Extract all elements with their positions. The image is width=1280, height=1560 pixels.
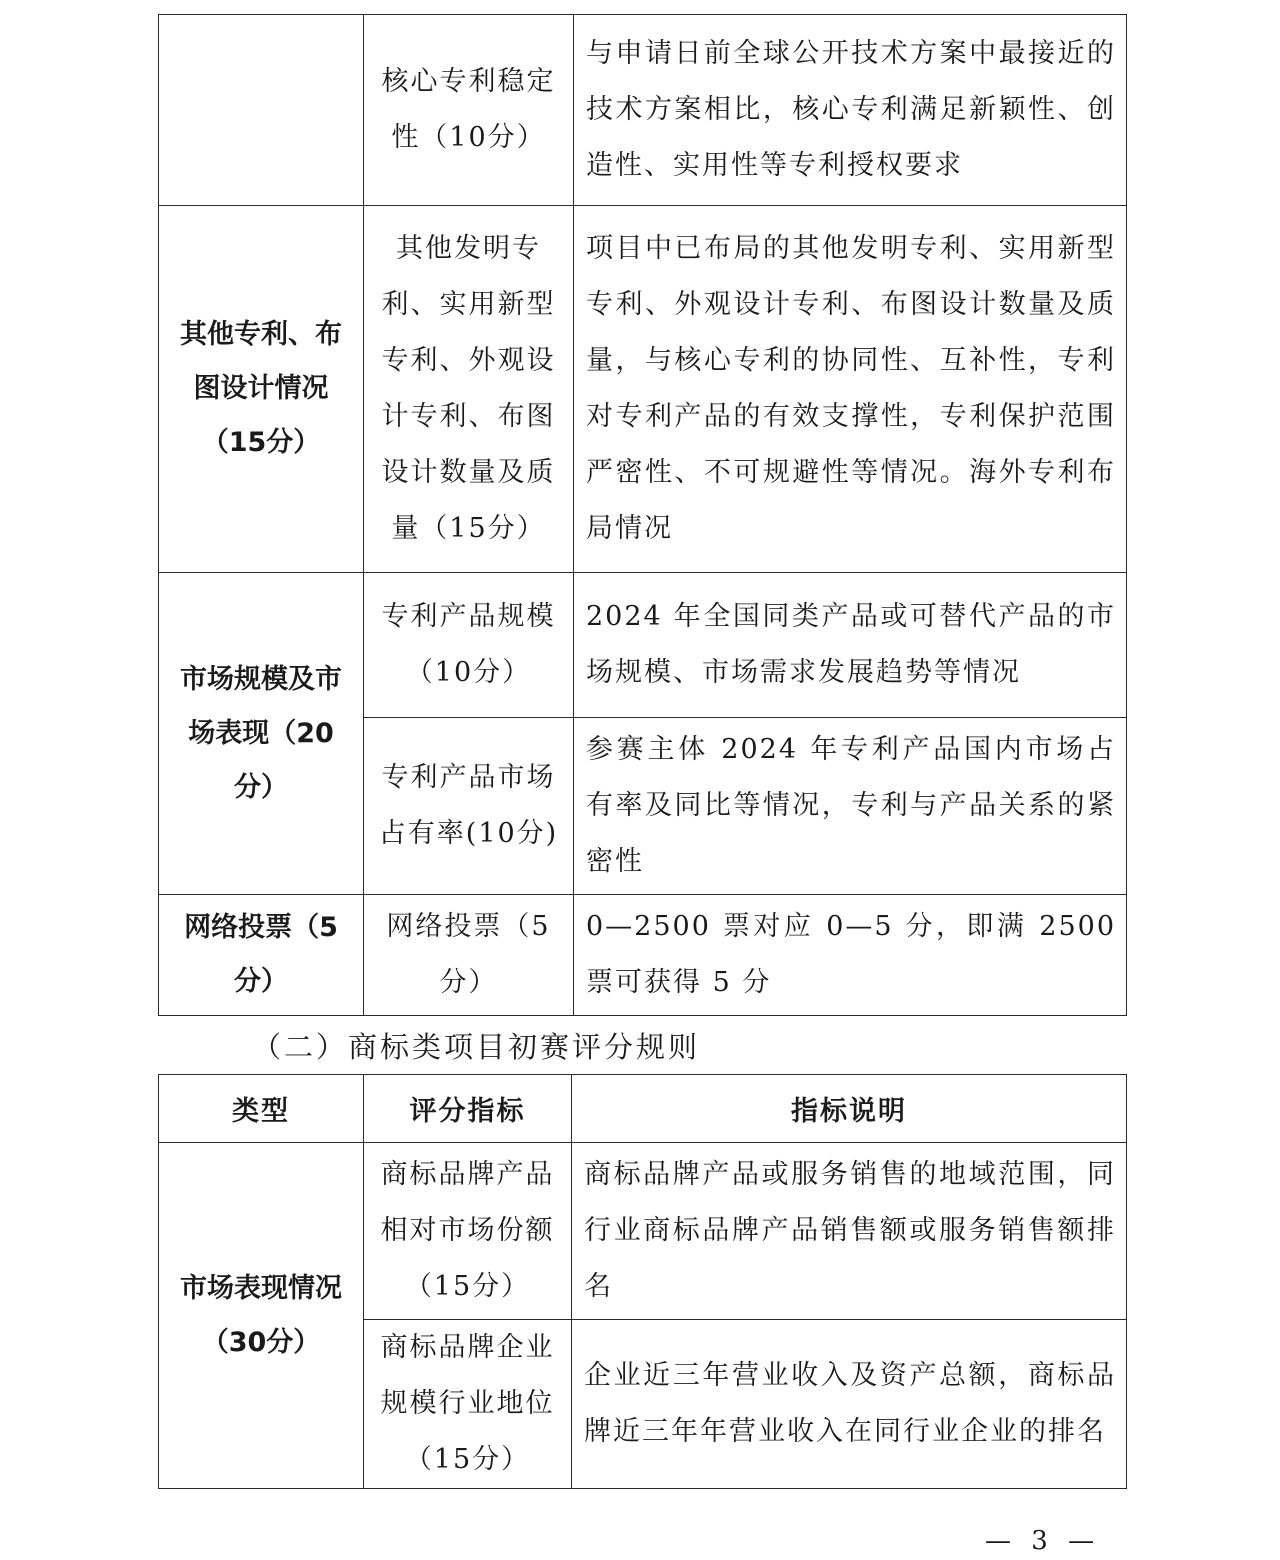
table-row: [159, 206, 1127, 573]
indicator-cell: 网络投票（5分）: [364, 895, 574, 1016]
table-row: [159, 895, 1127, 1016]
indicator-cell: 专利产品规模（10分）: [364, 573, 574, 718]
indicator-cell: 商标品牌产品相对市场份额（15分）: [364, 1143, 572, 1320]
column-header: 指标说明: [572, 1075, 1127, 1143]
category-cell-empty: [159, 15, 364, 206]
category-cell: 市场规模及市场表现（20分）: [159, 573, 364, 895]
table-row: [159, 1143, 1127, 1320]
indicator-cell: 其他发明专利、实用新型专利、外观设计专利、布图设计数量及质量（15分）: [364, 206, 574, 573]
category-cell: 其他专利、布图设计情况（15分）: [159, 206, 364, 573]
column-header: 类型: [159, 1075, 364, 1143]
indicator-cell: 专利产品市场占有率(10分): [364, 718, 574, 895]
table-row: [159, 15, 1127, 206]
table-header-row: [159, 1075, 1127, 1143]
category-cell: 网络投票（5分）: [159, 895, 364, 1016]
indicator-cell: 商标品牌企业规模行业地位（15分）: [364, 1320, 572, 1489]
description-cell: 参赛主体 2024 年专利产品国内市场占有率及同比等情况，专利与产品关系的紧密性: [574, 718, 1127, 895]
table-row: [159, 573, 1127, 718]
trademark-scoring-table: [158, 1074, 1127, 1489]
page-number: — 3 —: [985, 1526, 1101, 1556]
description-cell: 0—2500 票对应 0—5 分，即满 2500 票可获得 5 分: [574, 895, 1127, 1016]
description-cell: 企业近三年营业收入及资产总额，商标品牌近三年年营业收入在同行业企业的排名: [572, 1320, 1127, 1489]
patent-scoring-table: [158, 14, 1127, 1016]
category-cell: 市场表现情况（30分）: [159, 1143, 364, 1489]
column-header: 评分指标: [364, 1075, 572, 1143]
description-cell: 与申请日前全球公开技术方案中最接近的技术方案相比，核心专利满足新颖性、创造性、实用性等专利授权要求: [574, 15, 1127, 206]
description-cell: 商标品牌产品或服务销售的地域范围，同行业商标品牌产品销售额或服务销售额排名: [572, 1143, 1127, 1320]
description-cell: 项目中已布局的其他发明专利、实用新型专利、外观设计专利、布图设计数量及质量，与核心专利的协同性、互补性，专利对专利产品的有效支撑性，专利保护范围严密性、不可规避性等情况。海外专利布局情况: [574, 206, 1127, 573]
indicator-cell: 核心专利稳定性（10分）: [364, 15, 574, 206]
section-heading: （二）商标类项目初赛评分规则: [252, 1030, 701, 1064]
description-cell: 2024 年全国同类产品或可替代产品的市场规模、市场需求发展趋势等情况: [574, 573, 1127, 718]
